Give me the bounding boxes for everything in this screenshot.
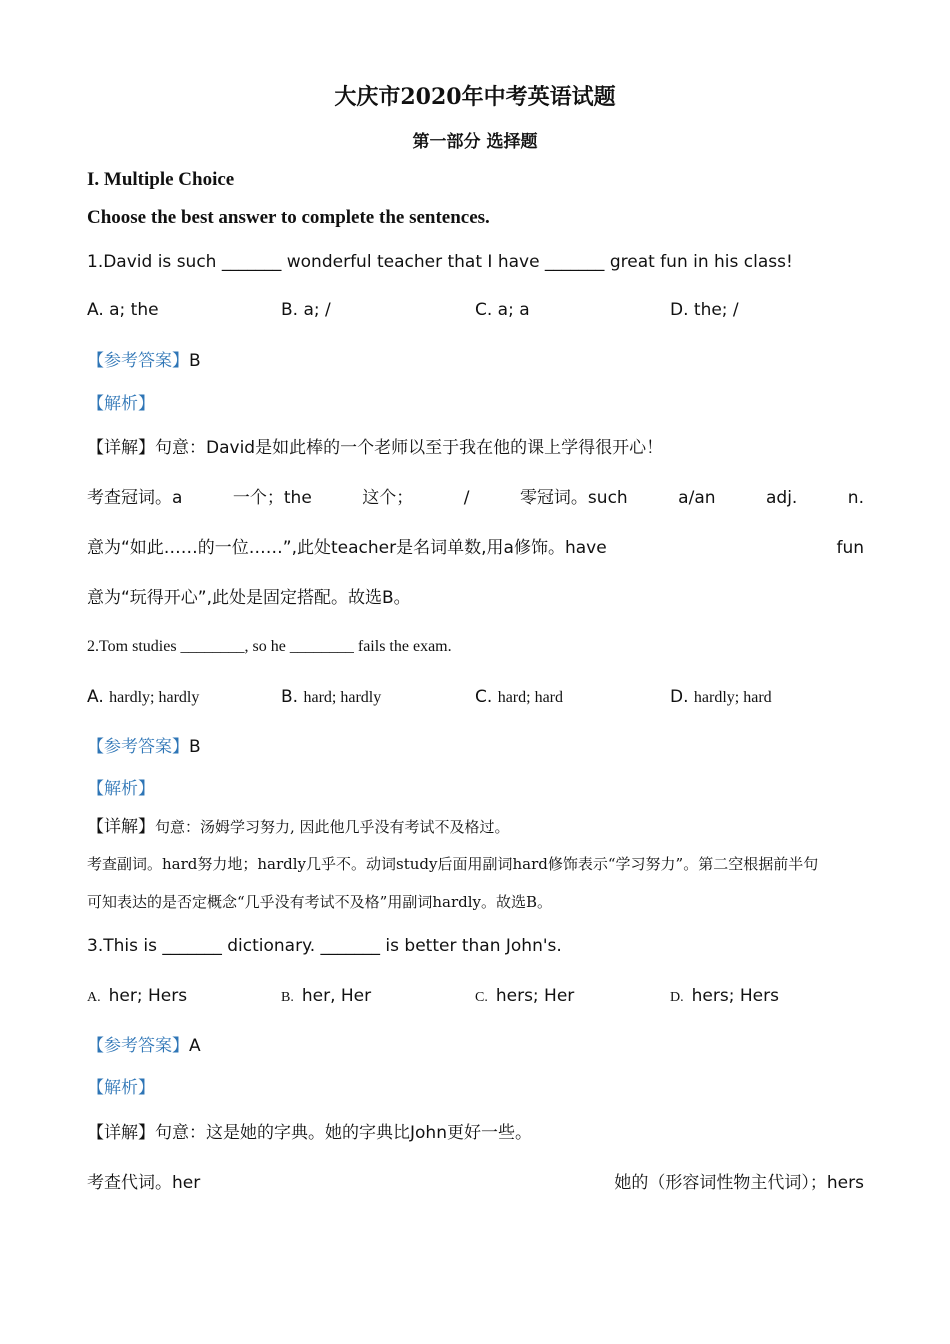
option-letter: D.: [670, 687, 689, 707]
option-text: hers; Hers: [691, 986, 779, 1006]
q1-detail-text: 句意：David是如此棒的一个老师以至于我在他的课上学得很开心！: [155, 438, 664, 458]
q2-analysis-label: 【解析】: [87, 779, 155, 799]
option-text: her; Hers: [108, 986, 188, 1006]
q1-explain-seg: fun: [836, 538, 864, 558]
q2-option-d: [670, 686, 772, 709]
q3-option-c: [475, 985, 574, 1009]
q3-option-b: [281, 985, 371, 1009]
q2-option-b: [281, 686, 381, 709]
option-text: hardly; hardly: [109, 689, 200, 706]
q2-answer-value: B: [189, 737, 201, 757]
option-text: hard; hardly: [303, 689, 382, 706]
q1-explain-seg: a/an: [678, 488, 716, 508]
q1-answer-line: [87, 350, 201, 372]
q1-explain-seg: 这个；: [362, 488, 414, 508]
q3-detail-text: 句意：这是她的字典。她的字典比John更好一些。: [155, 1123, 532, 1143]
q1-explain-seg: 意为“如此……的一位……”,此处teacher是名词单数,用a修饰。have: [87, 538, 607, 558]
option-letter: C.: [475, 990, 488, 1005]
q2-detail-line: [87, 816, 510, 838]
page-subtitle: 第一部分 选择题: [412, 132, 538, 152]
option-text: hers; Her: [495, 986, 575, 1006]
option-text: her, Her: [301, 986, 372, 1006]
q1-detail-line: [87, 437, 663, 459]
q1-option-d: D. the; /: [670, 300, 739, 320]
q2-option-a: [87, 686, 199, 709]
answer-label: 【参考答案】: [87, 1036, 189, 1056]
q3-explain-row-1: [87, 1172, 864, 1194]
q1-option-b: B. a; /: [281, 300, 331, 320]
q3-answer-line: [87, 1035, 201, 1057]
q3-explain-seg: 她的（形容词性物主代词）；hers: [614, 1173, 864, 1193]
answer-label: 【参考答案】: [87, 351, 189, 371]
q2-explain-row-1: 考查副词。hard努力地；hardly几乎不。动词study后面用副词hard修饰表示“学习努力”。第二空根据前半句: [87, 855, 819, 873]
q1-analysis-label: 【解析】: [87, 394, 155, 414]
option-letter: B.: [281, 687, 299, 707]
q3-analysis-label: 【解析】: [87, 1078, 155, 1098]
q1-explain-row-2: [87, 537, 864, 559]
option-letter: D.: [670, 990, 684, 1005]
answer-label: 【参考答案】: [87, 737, 189, 757]
q3-explain-seg: 考查代词。her: [87, 1173, 201, 1193]
detail-label: 【详解】: [87, 817, 155, 837]
q1-explain-row-1: [87, 487, 864, 509]
question-1-stem: 1.David is such _______ wonderful teacher that I have _______ great fun in his class!: [87, 252, 793, 272]
option-text: hard; hard: [497, 689, 563, 706]
q1-explain-row-3: 意为“玩得开心”,此处是固定搭配。故选B。: [87, 588, 411, 608]
q3-option-d: [670, 985, 779, 1009]
q1-answer-value: B: [189, 351, 201, 371]
q1-explain-seg: 考查冠词。a: [87, 488, 183, 508]
q1-explain-seg: 一个；the: [232, 488, 312, 508]
question-2-stem: 2.Tom studies ________, so he ________ fails the exam.: [87, 638, 452, 655]
option-letter: C.: [475, 687, 493, 707]
q2-answer-line: [87, 736, 201, 758]
q1-explain-seg: n.: [847, 488, 864, 508]
option-letter: A.: [87, 687, 104, 707]
q3-answer-value: A: [189, 1036, 201, 1056]
option-letter: B.: [281, 990, 294, 1005]
detail-label: 【详解】: [87, 438, 155, 458]
q1-explain-seg: adj.: [765, 488, 798, 508]
q1-explain-seg: 零冠词。such: [519, 488, 628, 508]
section-heading: I. Multiple Choice: [87, 169, 235, 190]
q3-detail-line: [87, 1122, 532, 1144]
q2-detail-text: 句意：汤姆学习努力, 因此他几乎没有考试不及格过。: [155, 818, 510, 836]
q2-option-c: [475, 686, 563, 709]
q1-explain-seg: /: [463, 488, 470, 508]
page-title: 大庆市2020年中考英语试题: [334, 84, 616, 110]
q2-explain-row-2: 可知表达的是否定概念“几乎没有考试不及格”用副词hardly。故选B。: [87, 893, 553, 911]
detail-label: 【详解】: [87, 1123, 155, 1143]
q1-option-a: A. a; the: [87, 300, 159, 320]
option-text: hardly; hard: [693, 689, 772, 706]
question-3-stem: 3.This is _______ dictionary. _______ is better than John's.: [87, 936, 562, 956]
option-letter: A.: [87, 990, 101, 1005]
q3-option-a: [87, 985, 187, 1009]
section-instruction: Choose the best answer to complete the sentences.: [87, 207, 490, 228]
q1-option-c: C. a; a: [475, 300, 530, 320]
